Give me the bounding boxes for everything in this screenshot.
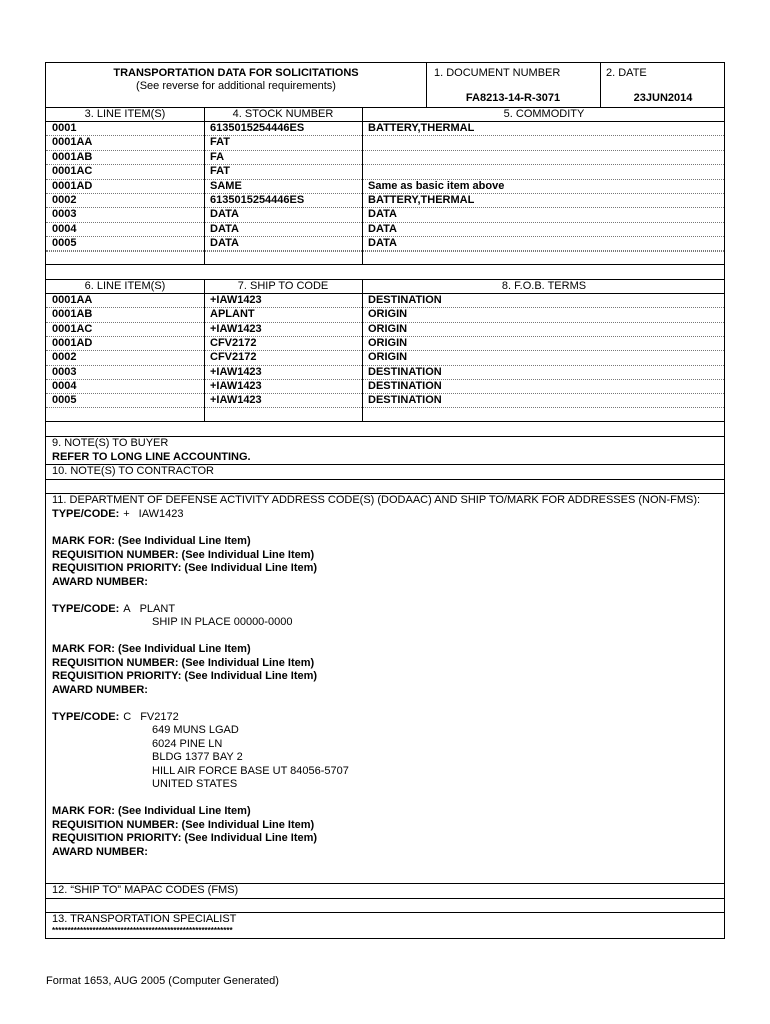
commodity-header: 5. COMMODITY [503, 108, 585, 120]
dodaac-label: 11. DEPARTMENT OF DEFENSE ACTIVITY ADDRESS CODE(S) (DODAAC) AND SHIP TO/MARK FOR ADDRESSES (NON-FMS): [52, 494, 701, 506]
ship-to-cell: APLANT [210, 308, 255, 321]
ship-to-cell: +IAW1423 [210, 365, 262, 378]
line-item-cell: 0004 [52, 222, 77, 235]
transportation-data-form [45, 62, 725, 939]
line-item-cell: DATA [210, 237, 239, 250]
divider [46, 479, 724, 480]
address-line: UNITED STATES [152, 778, 238, 790]
form-title: TRANSPORTATION DATA FOR SOLICITATIONS [113, 67, 359, 79]
notes-to-buyer-text: REFER TO LONG LINE ACCOUNTING. [52, 451, 251, 463]
address-line: SHIP IN PLACE 00000-0000 [152, 616, 293, 628]
divider [46, 898, 724, 899]
ship-to-cell: 0005 [52, 394, 77, 407]
line-item-cell: 0001 [52, 122, 77, 134]
req-priority: REQUISITION PRIORITY: (See Individual Line Item) [52, 832, 318, 844]
mark-for: MARK FOR: (See Individual Line Item) [52, 535, 251, 547]
line-item-cell: BATTERY,THERMAL [368, 122, 475, 134]
ship-to-cell: CFV2172 [210, 336, 257, 349]
req-priority: REQUISITION PRIORITY: (See Individual Line Item) [52, 670, 318, 682]
document-date: 23JUN2014 [633, 92, 693, 104]
date-label: 2. DATE [606, 67, 647, 79]
ship-to-cell: DESTINATION [368, 379, 442, 392]
ship-to-cell: 0001AD [52, 336, 93, 349]
ship-to-cell: 0001AB [52, 308, 93, 321]
divider [46, 421, 724, 422]
divider [362, 107, 363, 264]
dodaac-typecode-row [52, 603, 175, 616]
divider [204, 107, 205, 264]
line-item-cell: 0005 [52, 237, 77, 250]
line-item-cell: DATA [368, 208, 397, 221]
award-number: AWARD NUMBER: [52, 845, 148, 858]
line-item-cell: DATA [210, 208, 239, 221]
typecode-code: PLANT [139, 602, 176, 615]
ship-to-cell: 0001AC [52, 322, 93, 335]
transportation-specialist-label: 13. TRANSPORTATION SPECIALIST [52, 913, 237, 925]
ship-to-cell: 0001AA [52, 294, 93, 306]
line-item-cell: 0001AD [52, 179, 93, 192]
form-subtitle: (See reverse for additional requirements) [136, 80, 336, 92]
row-divider [46, 164, 724, 165]
divider [46, 264, 724, 265]
document-number-label: 1. DOCUMENT NUMBER [434, 67, 561, 79]
address-line: 6024 PINE LN [152, 737, 223, 750]
award-number: AWARD NUMBER: [52, 683, 148, 696]
req-priority: REQUISITION PRIORITY: (See Individual Line Item) [52, 562, 318, 574]
dodaac-typecode-row [52, 711, 179, 724]
line-item-cell: FA [210, 150, 225, 163]
ship-line-items-header: 6. LINE ITEM(S) [84, 280, 166, 292]
fob-terms-header: 8. F.O.B. TERMS [501, 280, 587, 292]
req-number: REQUISITION NUMBER: (See Individual Line Item) [52, 548, 315, 561]
line-item-cell: DATA [210, 222, 239, 235]
line-item-cell: 0003 [52, 208, 77, 221]
typecode-type: + [123, 508, 130, 520]
line-items-header: 3. LINE ITEM(S) [84, 108, 166, 120]
ship-to-cell: 0003 [52, 365, 77, 378]
ship-to-cell: ORIGIN [368, 308, 408, 321]
address-line: BLDG 1377 BAY 2 [152, 751, 243, 763]
notes-to-buyer-label: 9. NOTE(S) TO BUYER [52, 437, 169, 449]
ship-to-cell: CFV2172 [210, 351, 257, 364]
stock-number-header: 4. STOCK NUMBER [232, 108, 334, 120]
line-item-cell: FAT [210, 136, 230, 149]
line-item-cell: 0002 [52, 194, 77, 206]
ship-to-cell: +IAW1423 [210, 394, 262, 407]
line-item-cell: Same as basic item above [368, 179, 505, 192]
typecode-label: TYPE/CODE: [52, 602, 120, 615]
ship-to-cell: DESTINATION [368, 294, 442, 306]
mark-for: MARK FOR: (See Individual Line Item) [52, 643, 251, 655]
typecode-label: TYPE/CODE: [52, 710, 120, 723]
address-line: 649 MUNS LGAD [152, 724, 239, 736]
line-item-cell: DATA [368, 237, 397, 250]
mark-for: MARK FOR: (See Individual Line Item) [52, 805, 251, 817]
line-item-cell: SAME [210, 179, 242, 192]
ship-to-cell: 0004 [52, 379, 77, 392]
row-divider [46, 150, 724, 151]
line-item-cell: 0001AB [52, 150, 93, 163]
line-item-cell: 6135015254446ES [210, 122, 305, 134]
row-divider [46, 250, 724, 251]
req-number: REQUISITION NUMBER: (See Individual Line Item) [52, 818, 315, 831]
ship-to-cell: ORIGIN [368, 351, 408, 364]
line-item-cell: DATA [368, 222, 397, 235]
ship-to-cell: ORIGIN [368, 336, 408, 349]
typecode-code: FV2172 [140, 710, 179, 723]
typecode-code: IAW1423 [138, 508, 184, 520]
row-divider [46, 135, 724, 136]
ship-to-cell: +IAW1423 [210, 294, 262, 306]
mapac-label: 12. “SHIP TO” MAPAC CODES (FMS) [52, 884, 239, 896]
notes-to-contractor-label: 10. NOTE(S) TO CONTRACTOR [52, 465, 214, 477]
typecode-label: TYPE/CODE: [52, 508, 120, 520]
ship-to-cell: 0002 [52, 351, 77, 364]
line-item-cell: 0001AC [52, 165, 93, 178]
address-line: HILL AIR FORCE BASE UT 84056-5707 [152, 764, 349, 777]
ship-to-cell: +IAW1423 [210, 379, 262, 392]
dodaac-typecode-row [52, 508, 184, 521]
ship-to-cell: ORIGIN [368, 322, 408, 335]
line-item-cell: 0001AA [52, 136, 93, 149]
typecode-type: C [123, 710, 132, 723]
row-divider [46, 407, 724, 408]
document-number: FA8213-14-R-3071 [465, 92, 561, 104]
ship-to-cell: DESTINATION [368, 365, 442, 378]
ship-to-cell: +IAW1423 [210, 322, 262, 335]
ship-to-code-header: 7. SHIP TO CODE [237, 280, 329, 292]
typecode-type: A [123, 602, 131, 615]
form-footer: Format 1653, AUG 2005 (Computer Generated) [46, 975, 279, 987]
ship-to-cell: DESTINATION [368, 394, 442, 407]
award-number: AWARD NUMBER: [52, 575, 148, 588]
line-item-cell: BATTERY,THERMAL [368, 194, 475, 206]
req-number: REQUISITION NUMBER: (See Individual Line Item) [52, 656, 315, 669]
transportation-specialist-value: ********************************************************** [52, 926, 233, 935]
line-item-cell: FAT [210, 165, 230, 178]
line-item-cell: 6135015254446ES [210, 194, 305, 206]
